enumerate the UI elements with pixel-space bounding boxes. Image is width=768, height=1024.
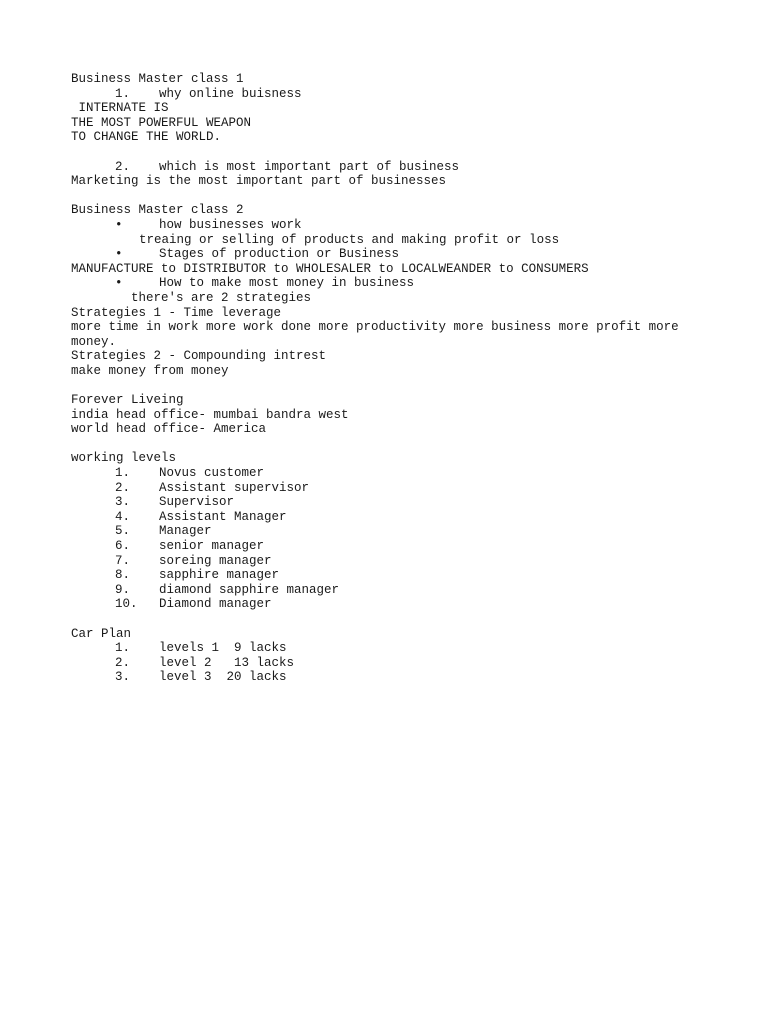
car-plan-list [71,641,711,685]
list-item-text: Diamond manager [159,597,272,612]
list-item-text: soreing manager [159,553,272,568]
list-number: 8. [115,568,131,583]
spacer [71,145,711,160]
list-item-text: Manager [159,524,212,539]
bullet-icon: • [115,217,123,232]
list-item-text: which is most important part of business [159,159,460,174]
list-item-text: sapphire manager [159,568,280,583]
class2-bullet-3 [71,276,711,291]
class1-line-b: THE MOST POWERFUL WEAPON [71,115,252,130]
list-number: 1. [115,466,131,481]
list-item-text: Supervisor [159,495,235,510]
list-number: 1. [115,86,131,101]
forever-title: Forever Liveing [71,393,184,408]
list-item-text: Novus customer [159,466,265,481]
class2-bullet-3-sub: there's are 2 strategies [131,290,312,305]
list-item [71,524,711,539]
strategy-2-desc: make money from money [71,363,229,378]
bullet-icon: • [115,276,123,291]
spacer [71,378,711,393]
list-item [71,597,711,612]
class1-item-1 [71,87,711,102]
list-number: 2. [115,159,131,174]
list-number: 3. [115,670,131,685]
list-item-text: Assistant Manager [159,509,287,524]
list-item [71,481,711,496]
list-item [71,495,711,510]
strategy-1-title: Strategies 1 - Time leverage [71,305,282,320]
working-levels-list [71,466,711,612]
list-item-text: senior manager [159,539,265,553]
list-number: 5. [115,524,131,539]
bullet-icon: • [115,247,123,262]
class1-title: Business Master class 1 [71,72,244,86]
india-head-office: india head office- mumbai bandra west [71,407,349,422]
strategy-2-title: Strategies 2 - Compounding intrest [71,349,327,364]
list-item [71,539,711,554]
list-number: 10. [115,597,138,612]
list-item [71,656,711,671]
list-item [71,466,711,481]
class1-line-d: Marketing is the most important part of businesses [71,174,447,189]
list-number: 7. [115,553,131,568]
bullet-text: how businesses work [159,217,302,232]
list-item-text: diamond sapphire manager [159,582,340,597]
spacer [71,437,711,452]
class2-bullet-1 [71,218,711,233]
list-item [71,670,711,685]
list-item [71,554,711,569]
list-item-text: levels 1 9 lacks [159,641,287,656]
list-number: 1. [115,641,131,656]
list-item [71,641,711,656]
list-item [71,568,711,583]
car-plan-title: Car Plan [71,626,132,641]
list-item [71,510,711,525]
spacer [71,189,711,204]
class2-bullet-2 [71,247,711,262]
class2-title: Business Master class 2 [71,203,244,218]
bullet-text: How to make most money in business [159,276,415,291]
class1-line-a: INTERNATE IS [71,101,169,116]
production-chain: MANUFACTURE to DISTRIBUTOR to WHOLESALER to LOCALWEANDER to CONSUMERS [71,261,589,276]
list-number: 9. [115,582,131,597]
list-item-text: level 3 20 lacks [159,670,287,685]
class1-line-c: TO CHANGE THE WORLD. [71,130,222,145]
document-page [71,72,711,685]
strategy-1-desc: more time in work more work done more productivity more business more profit more money. [71,320,687,349]
bullet-text: Stages of production or Business [159,247,400,262]
spacer [71,612,711,627]
list-number: 2. [115,480,131,495]
list-item-text: Assistant supervisor [159,480,310,495]
working-levels-title: working levels [71,451,177,466]
list-item-text: level 2 13 lacks [159,655,295,670]
list-number: 4. [115,509,131,524]
world-head-office: world head office- America [71,422,267,437]
class1-item-2 [71,160,711,175]
list-item [71,583,711,598]
list-number: 6. [115,539,131,553]
class2-bullet-1-sub: treaing or selling of products and making profit or loss [139,232,560,247]
list-number: 2. [115,655,131,670]
list-number: 3. [115,495,131,510]
list-item-text: why online buisness [159,86,302,101]
